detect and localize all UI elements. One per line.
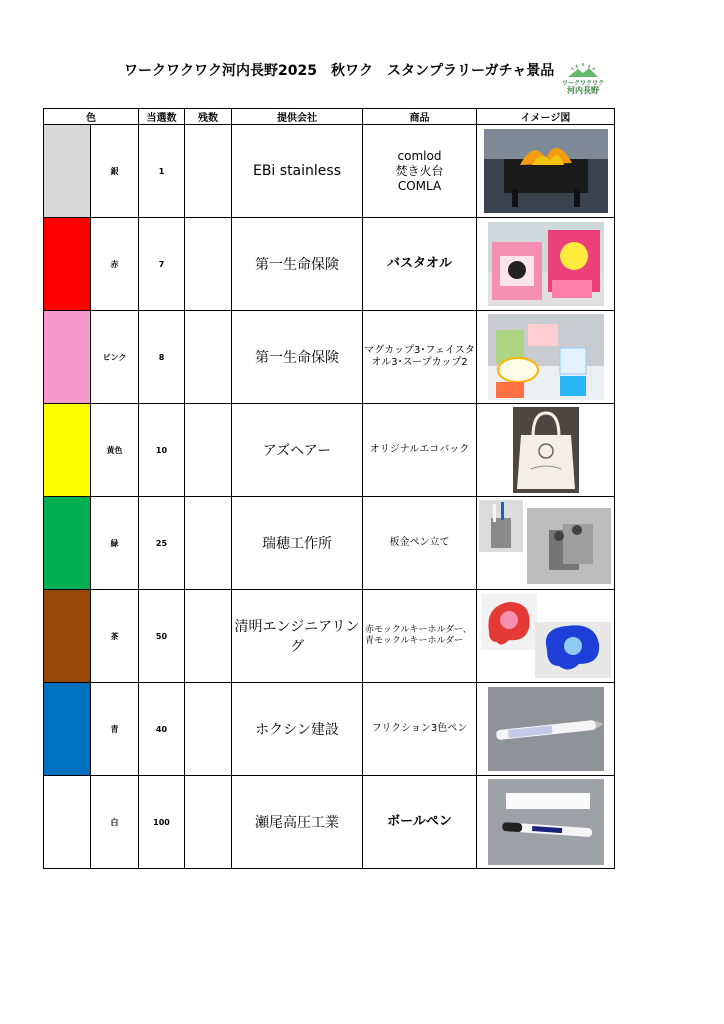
- remaining-count: [185, 776, 232, 869]
- product-line: comlod: [397, 148, 442, 163]
- table-row: [44, 776, 615, 869]
- product-name: マグカップ3･フェイスタオル3･スープカップ2: [363, 311, 477, 404]
- company-name: 瑞穂工作所: [232, 497, 363, 590]
- header-remaining: 残数: [185, 109, 232, 125]
- win-count: 1: [139, 125, 185, 218]
- company-name: 清明エンジニアリング: [232, 590, 363, 683]
- color-name: 白: [91, 776, 139, 869]
- header-count: 当選数: [139, 109, 185, 125]
- image-cell: [477, 590, 615, 683]
- company-name: ホクシン建設: [232, 683, 363, 776]
- product-name: オリジナルエコバック: [363, 404, 477, 497]
- company-name: EBi stainless: [232, 125, 363, 218]
- fire-pit-photo-icon: [484, 129, 608, 213]
- color-swatch: [44, 218, 91, 311]
- remaining-count: [185, 218, 232, 311]
- page-title: ワークワクワク河内長野2025 秋ワク スタンプラリーガチャ景品: [124, 63, 555, 79]
- color-swatch: [44, 497, 91, 590]
- color-swatch: [44, 311, 91, 404]
- product-name: 赤モックルキーホルダー、青モックルキーホルダー: [363, 590, 477, 683]
- table-row: [44, 683, 615, 776]
- logo-line2: 河内長野: [567, 86, 599, 95]
- win-count: 10: [139, 404, 185, 497]
- image-cell: [477, 125, 615, 218]
- header-company: 提供会社: [232, 109, 363, 125]
- color-swatch: [44, 776, 91, 869]
- keychain-photo-icon: [479, 592, 613, 680]
- color-swatch: [44, 125, 91, 218]
- company-name: 第一生命保険: [232, 218, 363, 311]
- color-swatch: [44, 590, 91, 683]
- remaining-count: [185, 404, 232, 497]
- table-row: [44, 311, 615, 404]
- company-name: 瀬尾高圧工業: [232, 776, 363, 869]
- logo: [558, 62, 608, 96]
- color-name: 茶: [91, 590, 139, 683]
- table-row: [44, 218, 615, 311]
- remaining-count: [185, 125, 232, 218]
- color-name: 赤: [91, 218, 139, 311]
- win-count: 50: [139, 590, 185, 683]
- table-row: [44, 590, 615, 683]
- win-count: 25: [139, 497, 185, 590]
- product-name: バスタオル: [363, 218, 477, 311]
- win-count: 40: [139, 683, 185, 776]
- color-name: 青: [91, 683, 139, 776]
- product-line: 焚き火台: [395, 163, 444, 178]
- image-cell: [477, 497, 615, 590]
- bath-towel-boxes-photo-icon: [488, 222, 604, 306]
- color-name: 黄色: [91, 404, 139, 497]
- color-name: 緑: [91, 497, 139, 590]
- table-row: [44, 497, 615, 590]
- image-cell: [477, 683, 615, 776]
- eco-bag-photo-icon: [513, 407, 579, 493]
- win-count: 100: [139, 776, 185, 869]
- mug-cups-photo-icon: [488, 314, 604, 400]
- product-name: 板金ペン立て: [363, 497, 477, 590]
- color-swatch: [44, 683, 91, 776]
- header-image: イメージ図: [477, 109, 615, 125]
- product-line: COMLA: [397, 178, 442, 193]
- pen-stand-photo-icon: [479, 500, 613, 586]
- color-name: ピンク: [91, 311, 139, 404]
- win-count: 8: [139, 311, 185, 404]
- remaining-count: [185, 497, 232, 590]
- header-product: 商品: [363, 109, 477, 125]
- company-name: 第一生命保険: [232, 311, 363, 404]
- image-cell: [477, 218, 615, 311]
- header-row: [44, 109, 615, 125]
- logo-line1: ワークワクワク: [561, 80, 604, 87]
- win-count: 7: [139, 218, 185, 311]
- remaining-count: [185, 311, 232, 404]
- ballpoint-pen-photo-icon: [488, 779, 604, 865]
- remaining-count: [185, 590, 232, 683]
- product-name: フリクション3色ペン: [363, 683, 477, 776]
- header-color: 色: [44, 109, 139, 125]
- pen-photo-icon: [488, 687, 604, 771]
- color-swatch: [44, 404, 91, 497]
- table-row: [44, 125, 615, 218]
- product-name: ボールペン: [363, 776, 477, 869]
- image-cell: [477, 776, 615, 869]
- mountain-logo-icon: [566, 62, 600, 78]
- company-name: アズヘアー: [232, 404, 363, 497]
- table-row: [44, 404, 615, 497]
- image-cell: [477, 404, 615, 497]
- remaining-count: [185, 683, 232, 776]
- image-cell: [477, 311, 615, 404]
- product-name: [363, 125, 477, 218]
- color-name: 銀: [91, 125, 139, 218]
- prize-table: [43, 108, 615, 869]
